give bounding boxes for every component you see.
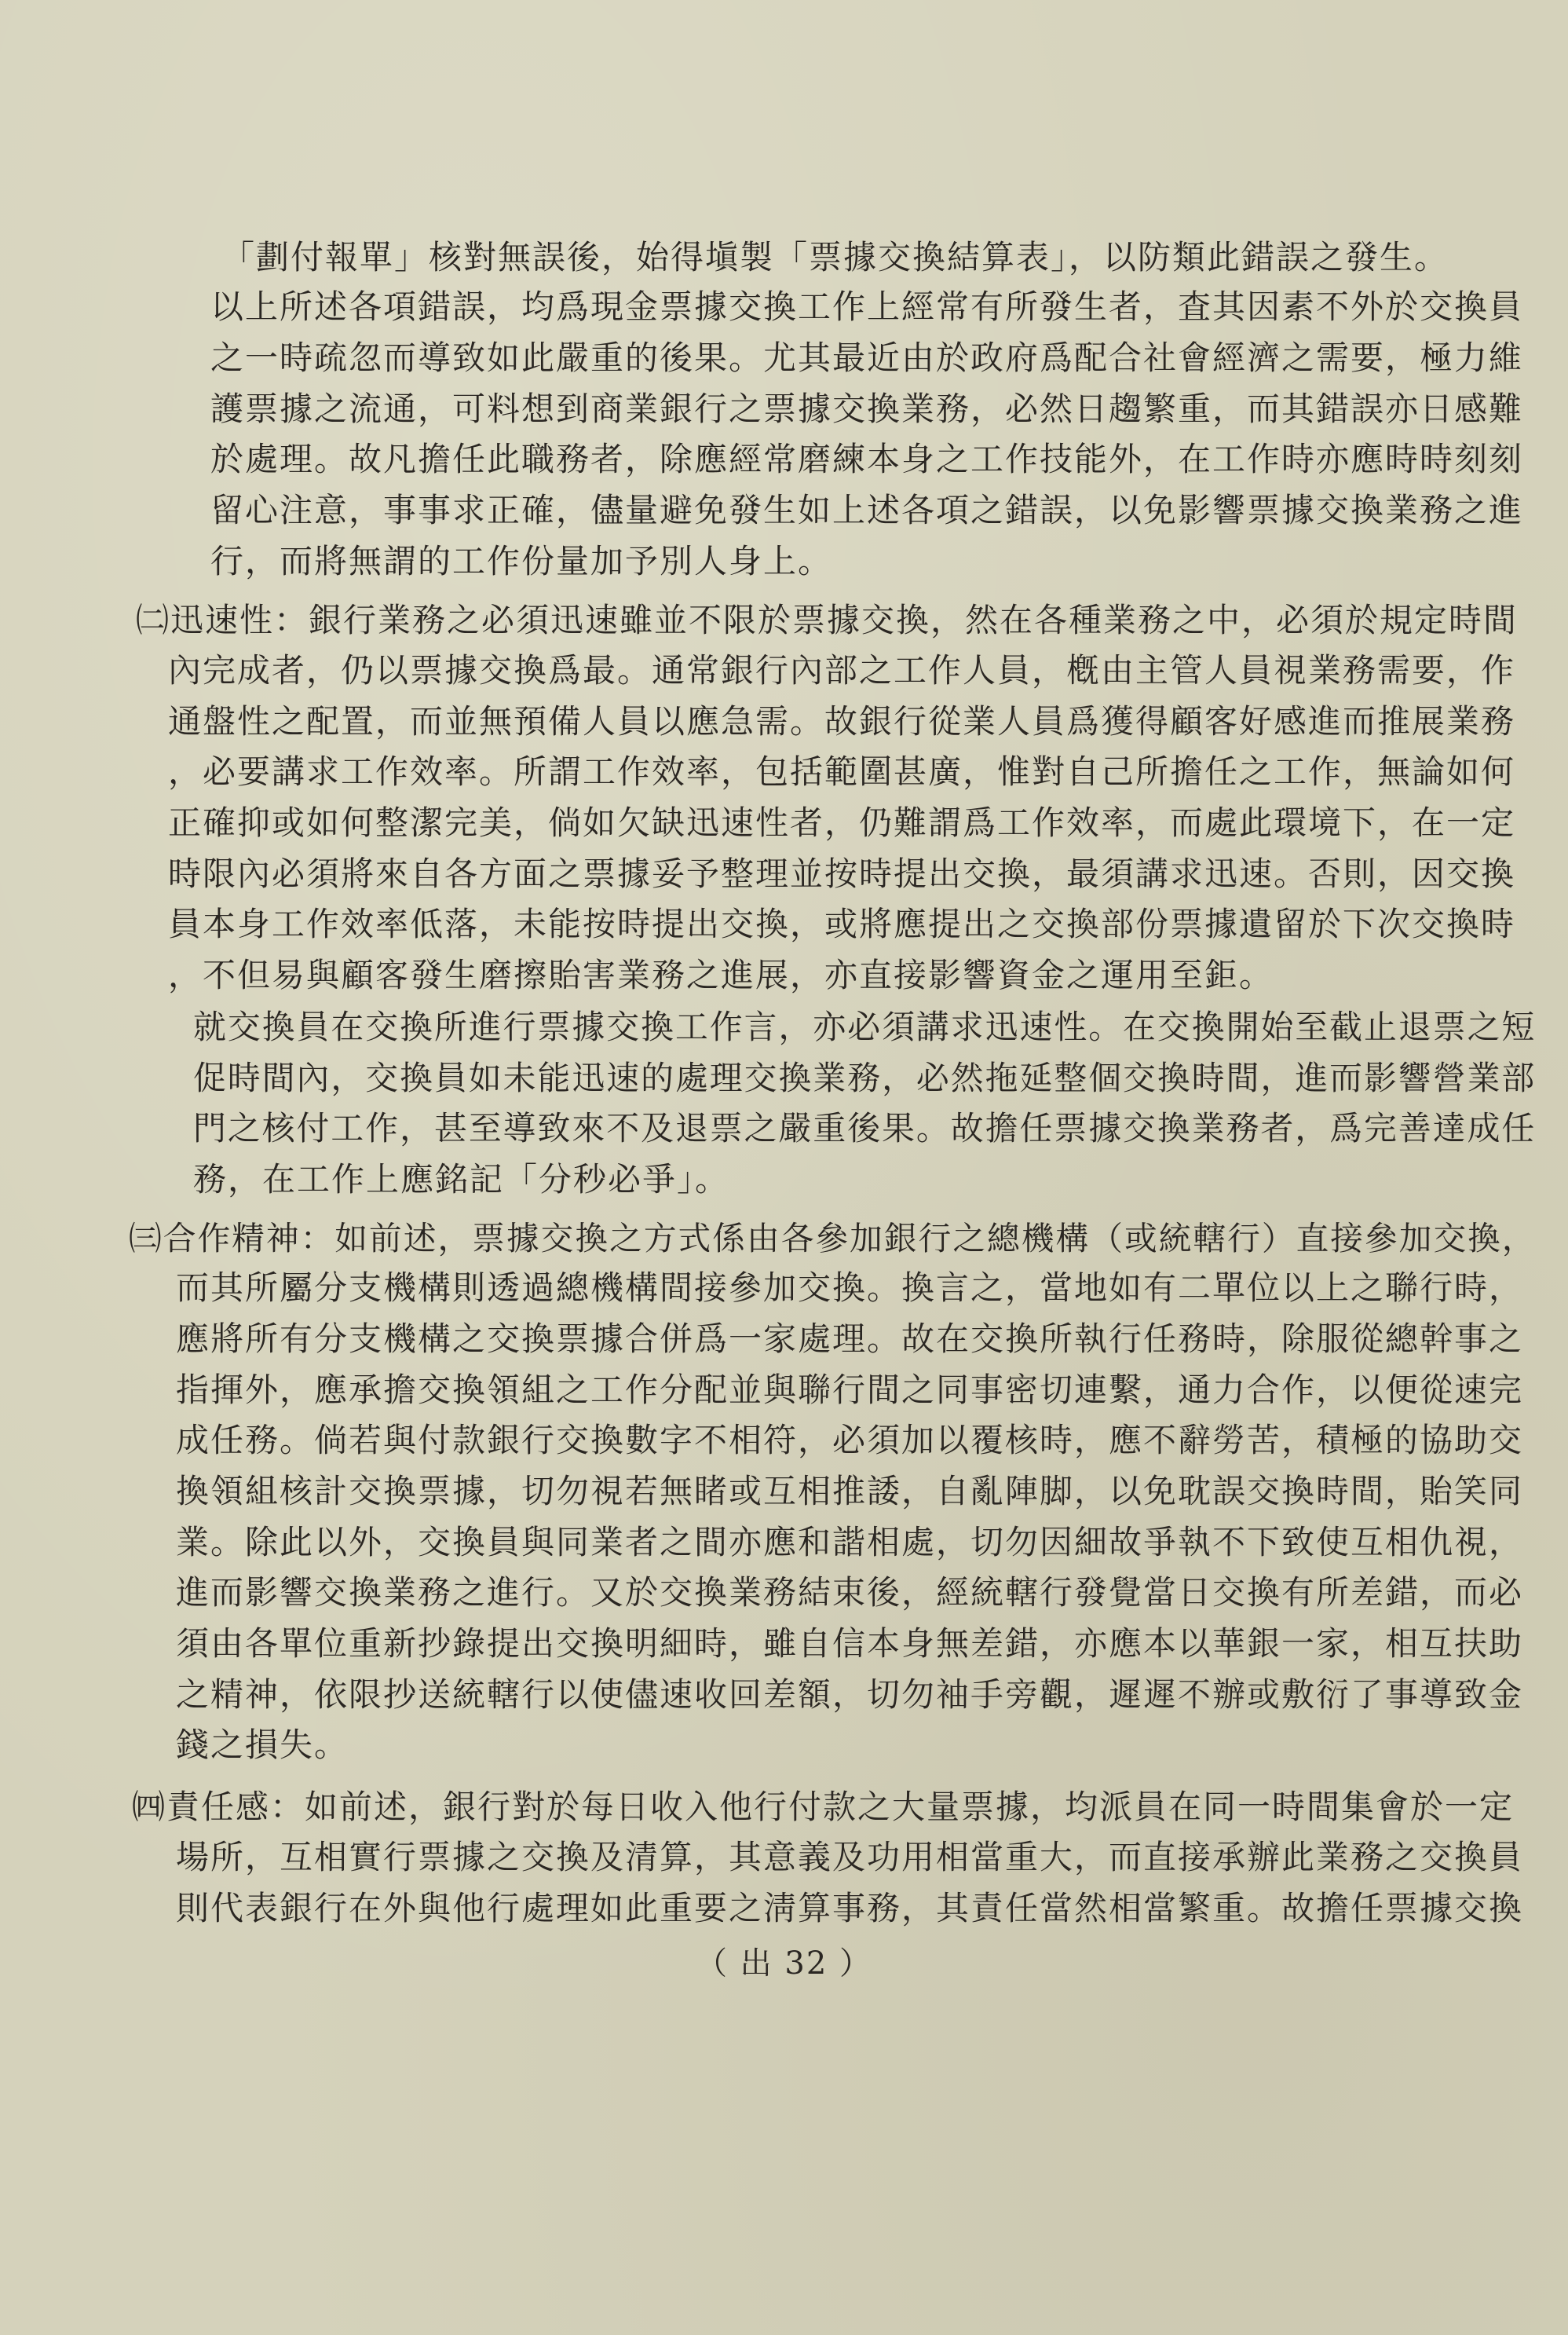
page-number: （ 出 32 ） [695,1945,873,1982]
text-line: ，不但易與顧客發生磨擦貽害業務之進展，亦直接影響資金之運用至鉅。 [168,956,1274,994]
text-line: 門之核付工作，甚至導致來不及退票之嚴重後果。故擔任票據交換業務者，爲完善達成任 [193,1109,1537,1147]
text-line: 於處理。故凡擔任此職務者，除應經常磨練本身之工作技能外，在工作時亦應時時刻刻 [210,440,1524,478]
text-line: 「劃付報單」核對無誤後，始得塡製「票據交換結算表」，以防類此錯誤之發生。 [221,238,1449,276]
text-line: 換領組核計交換票據，切勿視若無睹或互相推諉，自亂陣脚，以免耽誤交換時間，貽笑同 [176,1472,1524,1510]
text-line: 錢之損失。 [176,1726,349,1764]
text-line: 留心注意，事事求正確，儘量避免發生如上述各項之錯誤，以免影響票據交換業務之進 [210,491,1524,529]
text-line: 場所，互相實行票據之交換及清算，其意義及功用相當重大，而直接承辦此業務之交換員 [176,1838,1524,1876]
section-4-heading-line: ㈣責任感：如前述，銀行對於每日收入他行付款之大量票據，均派員在同一時間集會於一定 [132,1788,1515,1826]
text-line: 員本身工作效率低落，未能按時提出交換，或將應提出之交換部份票據遺留於下次交換時 [168,905,1516,943]
section-3-heading-line: ㈢合作精神：如前述，票據交換之方式係由各參加銀行之總機構（或統轄行）直接參加交換， [129,1219,1537,1257]
text-line: 業。除此以外，交換員與同業者之間亦應和諧相處，切勿因細故爭執不下致使互相仇視， [176,1523,1524,1561]
text-line: 應將所有分支機構之交換票據合併爲一家處理。故在交換所執行任務時，除服從總幹事之 [176,1319,1524,1358]
text-line: 行，而將無謂的工作份量加予別人身上。 [210,542,833,580]
text-line: 就交換員在交換所進行票據交換工作言，亦必須講求迅速性。在交換開始至截止退票之短 [193,1008,1537,1046]
text-line: 務，在工作上應銘記「分秒必爭」。 [193,1160,730,1199]
text-line: 指揮外，應承擔交換領組之工作分配並與聯行間之同事密切連繫，通力合作，以便從速完 [176,1371,1524,1409]
text-line: 正確抑或如何整潔完美，倘如欠缺迅速性者，仍難謂爲工作效率，而處此環境下，在一定 [168,803,1516,842]
text-line: 而其所屬分支機構則透過總機構間接參加交換。換言之，當地如有二單位以上之聯行時， [176,1268,1524,1307]
text-line: 之一時疏忽而導致如此嚴重的後果。尤其最近由於政府爲配合社會經濟之需要，極力維 [210,339,1524,377]
text-line: 則代表銀行在外與他行處理如此重要之淸算事務，其責任當然相當繁重。故擔任票據交換 [176,1889,1524,1927]
text-line: 成任務。倘若與付款銀行交換數字不相符，必須加以覆核時，應不辭勞苦，積極的協助交 [176,1421,1524,1459]
section-2-heading-line: ㈡迅速性：銀行業務之必須迅速雖並不限於票據交換，然在各種業務之中，必須於規定時間 [136,601,1519,639]
text-line: 促時間內，交換員如未能迅速的處理交換業務，必然拖延整個交換時間，進而影響營業部 [193,1059,1537,1097]
text-line: 須由各單位重新抄錄提出交換明細時，雖自信本身無差錯，亦應本以華銀一家，相互扶助 [176,1624,1524,1663]
text-line: 進而影響交換業務之進行。又於交換業務結束後，經統轄行發覺當日交換有所差錯，而必 [176,1573,1524,1612]
text-line: 之精神，依限抄送統轄行以使儘速收回差額，切勿袖手旁觀，遲遲不辦或敷衍了事導致金 [176,1675,1524,1714]
text-line: ，必要講求工作效率。所謂工作效率，包括範圍甚廣，惟對自己所擔任之工作，無論如何 [168,752,1516,791]
text-line: 以上所述各項錯誤，均爲現金票據交換工作上經常有所發生者，査其因素不外於交換員 [210,287,1524,326]
text-line: 時限內必須將來自各方面之票據妥予整理並按時提出交換，最須講求迅速。否則，因交換 [168,855,1516,893]
text-line: 內完成者，仍以票據交換爲最。通常銀行內部之工作人員，槪由主管人員視業務需要，作 [168,651,1516,690]
text-line: 護票據之流通，可料想到商業銀行之票據交換業務，必然日趨繁重，而其錯誤亦日感難 [210,390,1524,428]
text-line: 通盤性之配置，而並無預備人員以應急需。故銀行從業人員爲獲得顧客好感進而推展業務 [168,702,1516,741]
